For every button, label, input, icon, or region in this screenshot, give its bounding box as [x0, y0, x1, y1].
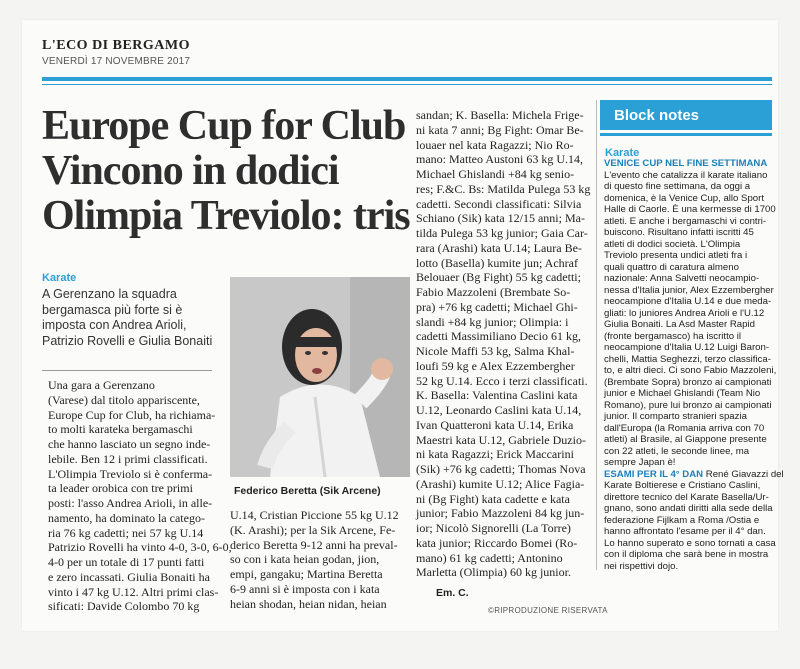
article-line: ta leader orobica con tre primi: [48, 481, 193, 496]
notes-line: gnano, sono andati diritti alla sede della: [604, 503, 773, 514]
article-line: lotto (Basella) kumite jun; Achraf: [416, 255, 578, 270]
article-line: slandi +84 kg junior; Olimpia: i: [416, 314, 569, 329]
article-line: 6-9 anni si è imposta con i kata: [230, 581, 380, 596]
article-line: louaer nel kata Ragazzi; Nio Ro-: [416, 137, 574, 152]
article-line: Europe Cup for Club, ha richiama-: [48, 407, 216, 422]
article-line: res; F.&C. Bs: Matilda Pulega 53 kg: [416, 181, 591, 196]
headline: [42, 104, 422, 239]
subheadline-line: A Gerenzano la squadra: [42, 287, 177, 301]
article-column-3: [416, 108, 590, 580]
article-line: L'Olimpia Treviolo si è conferma-: [48, 466, 213, 481]
article-line: (Sik) +76 kg cadetti; Thomas Nova: [416, 462, 586, 476]
karate-athlete-illustration: [230, 277, 410, 477]
subheadline: [42, 287, 217, 349]
notes-line: con 22 atleti, le seconde linee, ma: [604, 445, 750, 457]
headline-line: Europe Cup for Club: [42, 103, 406, 149]
article-line: sandan; K. Basella: Michela Frige-: [416, 108, 584, 122]
photo-caption: Federico Beretta (Sik Arcene): [234, 485, 381, 497]
article-line: Patrizio Rovelli ha vinto 4-0, 3-0, 6-0,: [48, 540, 232, 555]
article-line: Una gara a Gerenzano: [48, 378, 155, 392]
article-line: Maestri kata U.12, Gabriele Duzio-: [416, 432, 586, 447]
notes-heading-line: [604, 468, 784, 481]
notes-line: to, e altri dieci. Ci sono Fabio Mazzoleni,: [604, 365, 777, 376]
article-line: junior; Fabio Mazzoleni 84 kg jun-: [416, 506, 585, 521]
article-line: K. Basella: Valentina Caslini kata: [416, 388, 578, 403]
article-line: cadetti. Secondi classificati: Silvia: [416, 196, 582, 211]
article-line: empi, gangaku; Martina Beretta: [230, 567, 383, 581]
notes-line: Treviolo presenta undici atleti fra i: [604, 250, 748, 261]
header-rule: [42, 77, 772, 81]
article-line: Nicole Maffi 53 kg, Salma Khal-: [416, 344, 575, 358]
block-notes-tag: Karate: [605, 147, 640, 159]
athlete-photo: [230, 277, 410, 477]
article-line: vinto i 47 kg U.12. Altri primi clas-: [48, 584, 219, 599]
article-line: che hanno lasciato un segno inde-: [48, 437, 211, 451]
notes-line: hanno affrontato l'esame per il 4° dan.: [604, 526, 766, 537]
notes-paragraph: [604, 169, 777, 469]
notes-line: Halle di Caorle. È una kermesse di 1700: [604, 204, 776, 215]
article-line: ior; Nicolò Signorelli (La Torre): [416, 521, 571, 535]
headline-line: Olimpia Treviolo: tris: [42, 193, 410, 239]
article-line: (Arashi) kumite U.12; Alice Fagia-: [416, 476, 585, 491]
notes-line: neocampione d'Italia U.12 Luigi Baron-: [604, 342, 770, 353]
notes-line: Karate Boltierese e Cristiano Caslini,: [604, 480, 761, 491]
headline-line: Vincono in dodici: [42, 148, 339, 194]
subheadline-line: imposta con Andrea Arioli,: [42, 318, 187, 332]
article-line: ria 76 kg cadetti; nei 57 kg U.14: [48, 525, 204, 540]
header-rule-thin: [42, 84, 772, 85]
notes-line: direttore tecnico del Karate Basella/Ur-: [604, 491, 769, 503]
article-line: so con i kata heian godan, jion,: [230, 552, 380, 567]
article-line: Belouaer (Bg Fight) 55 kg cadetti;: [416, 270, 581, 285]
article-line: lebile. Ben 12 i primi classificati.: [48, 451, 208, 466]
notes-line: neocampione d'Italia U.14 e due meda-: [604, 296, 772, 307]
notes-line: junior. Il comparto stranieri spazia: [604, 411, 747, 422]
masthead: L'ECO DI BERGAMO: [42, 38, 191, 53]
article-line: cadetti Massimiliano Decio 61 kg,: [416, 329, 581, 344]
notes-line: federazione Fijlkam a Roma /Ostia e: [604, 514, 760, 526]
article-line: Fabio Mazzoleni (Brembate So-: [416, 285, 571, 299]
notes-line: (fronte bergamasco) ha iscritto il: [604, 330, 742, 342]
article-line: mano: Matteo Austoni 63 kg U.14,: [416, 152, 583, 167]
notes-line: atleti. E anche i bergamaschi vi contri-: [604, 215, 767, 227]
article-line: mano) 61 kg cadetti; Antonino: [416, 550, 563, 565]
lead-divider: [42, 370, 212, 371]
article-line: U.12, Leonardo Caslini kata U.14,: [416, 403, 582, 417]
notes-line: di questo fine settimana, da oggi a: [604, 181, 751, 192]
article-line: Schiano (Sik) kata 12/15 anni; Ma-: [416, 211, 585, 226]
notes-line: nei rispettivi dojo.: [604, 560, 679, 572]
dateline: VENERDÌ 17 NOVEMBRE 2017: [42, 56, 191, 67]
notes-line: Lo hanno superato e sono tornati a casa: [604, 537, 776, 549]
article-line: ni (Bg Fight) kata cadette e kata: [416, 491, 570, 506]
notes-line: atleti) al Brasile, al Giappone presente: [604, 434, 767, 445]
article-line: to molti karateka bergamaschi: [48, 422, 193, 437]
article-line: 4-0 per un totale di 17 punti fatti: [48, 555, 205, 569]
notes-line: junior e Michael Ghislandi (Team Nio: [604, 388, 761, 399]
article-line: namento, ha dominato la catego-: [48, 510, 205, 525]
article-line: Marletta (Olimpia) 60 kg junior.: [416, 565, 571, 580]
column-divider: [596, 100, 597, 570]
copyright-notice: ©RIPRODUZIONE RISERVATA: [488, 606, 608, 615]
block-notes-title: Block notes: [614, 107, 700, 124]
notes-paragraph: [604, 480, 774, 572]
subheadline-line: Patrizio Rovelli e Giulia Bonaiti: [42, 333, 213, 348]
block-notes-body: [604, 158, 784, 572]
article-line: heian shodan, heian nidan, heian: [230, 596, 387, 611]
notes-heading: ESAMI PER IL 4° DAN: [604, 468, 704, 480]
article-line: loufi 59 kg e Alex Ezzembergher: [416, 358, 575, 373]
article-line: rara (Arashi) kata U.14; Laura Be-: [416, 240, 582, 255]
block-notes-rule: [600, 133, 772, 136]
article-line: ni kata 7 anni; Bg Fight: Omar Be-: [416, 122, 584, 137]
notes-line: sempre Japan è!: [604, 457, 676, 468]
notes-line: atleti di dodici società. L'Olimpia: [604, 238, 741, 250]
notes-line: nazionale: Anna Salvetti neocampio-: [604, 273, 760, 284]
byline: Em. C.: [436, 587, 469, 599]
article-line: posti: l'asso Andrea Arioli, in alle-: [48, 496, 213, 510]
notes-line: Romano), pure lui bronzo ai campionati: [604, 399, 772, 411]
article-column-2: [230, 508, 410, 611]
article-line: (K. Arashi); per la Sik Arcene, Fe-: [230, 522, 396, 537]
article-column-1: [48, 378, 232, 614]
section-tag: Karate: [42, 272, 77, 284]
notes-line: chelli, Mattia Seghezzi, terzo classifica-: [604, 353, 771, 365]
notes-line: domenica, è la Venice Cup, allo Sport: [604, 192, 764, 204]
article-line: derico Beretta 9-12 anni ha preval-: [230, 537, 398, 552]
notes-line: gliati: lo juniores Andrea Arioli e l'U.12: [604, 307, 765, 319]
notes-line: Giulia Bonaiti. La Asd Master Rapid: [604, 319, 755, 330]
notes-line: con il diploma che sarà bene in mostra: [604, 549, 769, 560]
article-line: tilda Pulega 53 kg junior; Gaia Car-: [416, 226, 588, 240]
notes-line: buiscono. Risultano infatti iscritti 45: [604, 227, 754, 238]
notes-heading: VENICE CUP NEL FINE SETTIMANA: [604, 158, 768, 169]
article-line: U.14, Cristian Piccione 55 kg U.12: [230, 508, 399, 522]
notes-line: nessa d'Italia junior, Alex Ezzembergher: [604, 284, 774, 296]
article-line: 52 kg U.14. Ecco i terzi classificati.: [416, 373, 588, 388]
notes-line: dall'Europa (la Romania arriva con 70: [604, 422, 765, 434]
subheadline-line: bergamasca più forte si è: [42, 302, 183, 317]
article-line: pra) +76 kg cadetti; Michael Ghi-: [416, 299, 578, 314]
article-line: ni kata Ragazzi; Erick Maccarini: [416, 447, 574, 462]
notes-line: quali quattro di caratura almeno: [604, 261, 739, 273]
article-line: kata junior; Riccardo Bomei (Ro-: [416, 535, 578, 550]
notes-line: (Brembate Sopra) bronzo ai campionati: [604, 376, 772, 388]
notes-line: René Giavazzi del: [705, 468, 784, 480]
article-line: (Varese) dal titolo appariscente,: [48, 392, 200, 407]
notes-line: L'evento che catalizza il karate italiano: [604, 169, 768, 181]
article-line: Michael Ghislandi +84 kg senio-: [416, 167, 575, 181]
article-line: Ivan Quatteroni kata U.14, Erika: [416, 417, 574, 432]
article-line: e zero incassati. Giulia Bonaiti ha: [48, 569, 210, 584]
article-line: sificati: Davide Colombo 70 kg: [48, 599, 200, 614]
